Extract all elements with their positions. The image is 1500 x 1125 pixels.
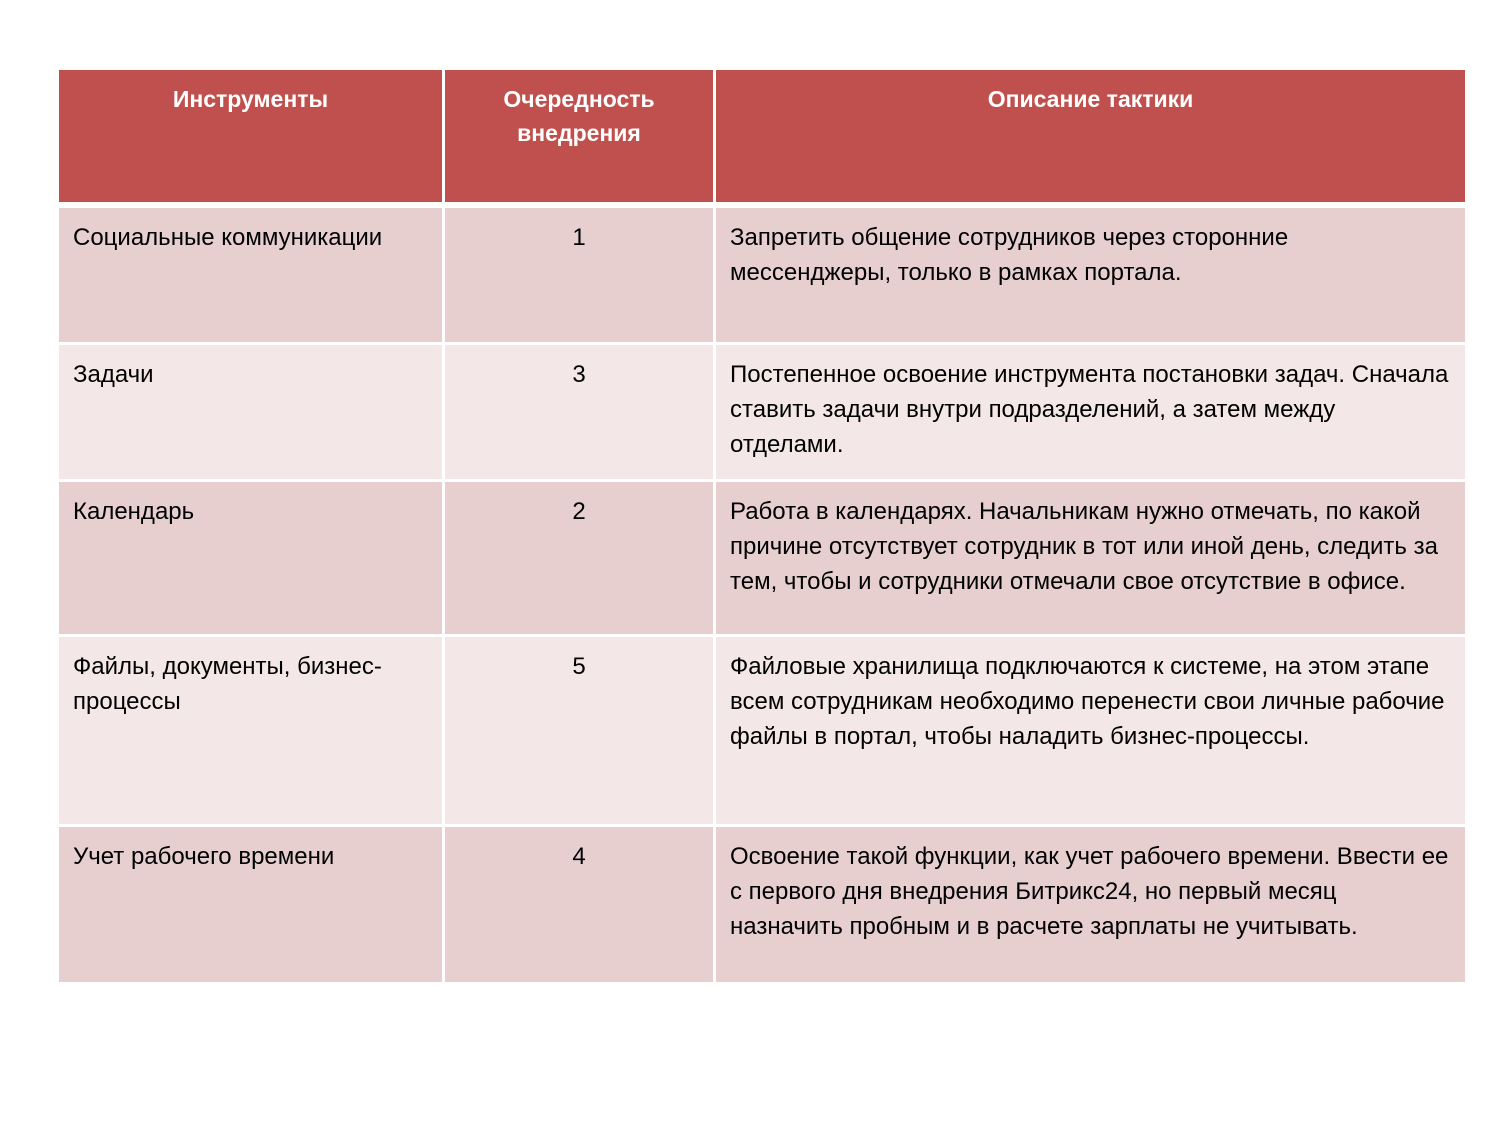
description-cell: Освоение такой функции, как учет рабочего времени. Ввести ее с первого дня внедрения Битрикс24, но первый месяц назначить пробным и в расчете зарплаты не учитывать. bbox=[716, 827, 1465, 982]
description-cell: Работа в календарях. Начальникам нужно отмечать, по какой причине отсутствует сотрудник в тот или иной день, следить за тем, чтобы и сотрудники отмечали свое отсутствие в офисе. bbox=[716, 482, 1465, 637]
order-cell: 3 bbox=[445, 345, 716, 482]
table-body bbox=[59, 208, 1465, 982]
table-row bbox=[59, 827, 1465, 982]
description-cell: Запретить общение сотрудников через сторонние мессенджеры, только в рамках портала. bbox=[716, 208, 1465, 345]
table-header bbox=[59, 70, 1465, 208]
table-row bbox=[59, 637, 1465, 827]
header-description: Описание тактики bbox=[716, 70, 1465, 208]
order-cell: 5 bbox=[445, 637, 716, 827]
tool-cell: Учет рабочего времени bbox=[59, 827, 445, 982]
header-order: Очередность внедрения bbox=[445, 70, 716, 208]
table-row bbox=[59, 482, 1465, 637]
order-cell: 1 bbox=[445, 208, 716, 345]
order-cell: 4 bbox=[445, 827, 716, 982]
description-cell: Файловые хранилища подключаются к системе, на этом этапе всем сотрудникам необходимо перенести свои личные рабочие файлы в портал, чтобы наладить бизнес-процессы. bbox=[716, 637, 1465, 827]
table-row bbox=[59, 208, 1465, 345]
tool-cell: Социальные коммуникации bbox=[59, 208, 445, 345]
header-tools: Инструменты bbox=[59, 70, 445, 208]
implementation-table bbox=[59, 70, 1465, 982]
tool-cell: Задачи bbox=[59, 345, 445, 482]
tool-cell: Календарь bbox=[59, 482, 445, 637]
tool-cell: Файлы, документы, бизнес-процессы bbox=[59, 637, 445, 827]
description-cell: Постепенное освоение инструмента постановки задач. Сначала ставить задачи внутри подразделений, а затем между отделами. bbox=[716, 345, 1465, 482]
order-cell: 2 bbox=[445, 482, 716, 637]
table-row bbox=[59, 345, 1465, 482]
header-row bbox=[59, 70, 1465, 208]
